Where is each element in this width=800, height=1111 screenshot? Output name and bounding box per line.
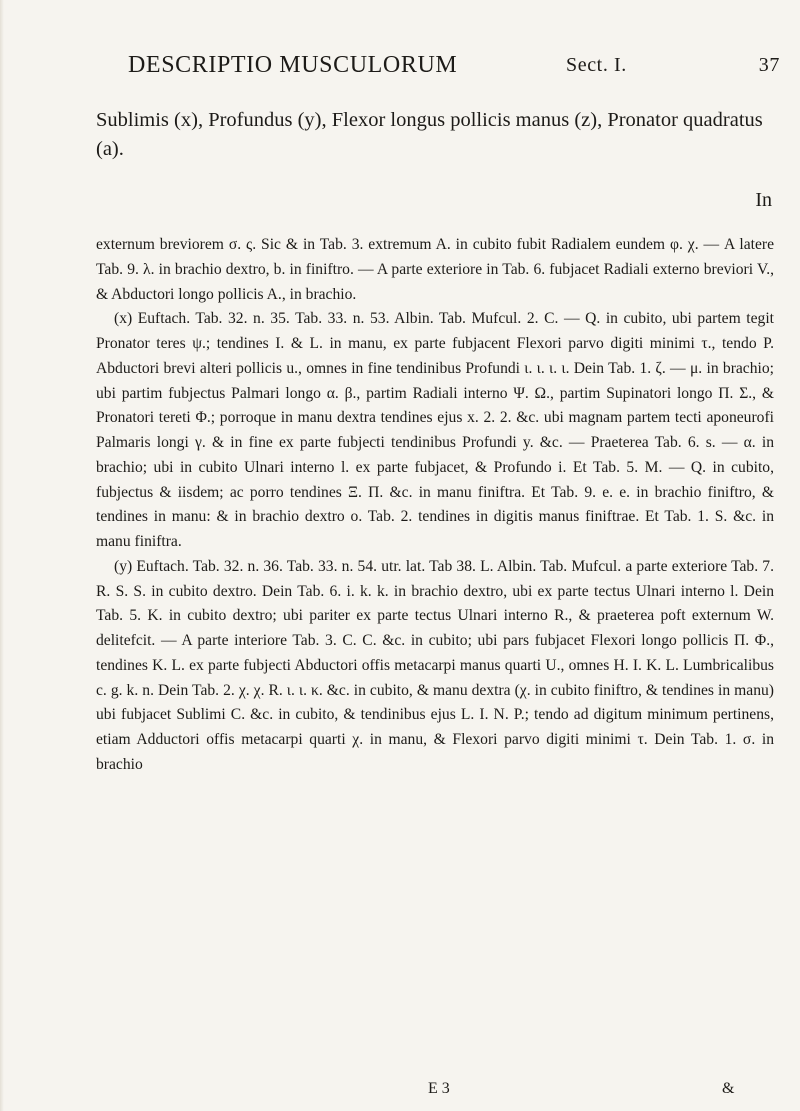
catch-in-word: In [755,189,772,211]
lead-line: Sublimis (x), Profundus (y), Flexor longus pollicis manus (z), Pronator quadratus (a). [96,109,763,160]
paragraph: externum breviorem σ. ς. Sic & in Tab. 3. extremum A. in cubito fubit Radialem eundem φ. χ. — A latere Tab. 9. λ. in brachio dextro, b. in finiftro. — A parte exteriore in Tab. 6. fubjacet Radiali externo breviori V., & Abductori longo pollicis A., in brachio. [96,236,774,303]
paragraph: (x) Euftach. Tab. 32. n. 35. Tab. 33. n. 53. Albin. Tab. Mufcul. 2. C. — Q. in cubito, ubi partem tegit Pronator teres ψ.; tendines I. & L. in manu, ex parte fubjacent Flexori parvo digiti minimi τ., tendo P. Abductori brevi alteri pollicis u., omnes in fine tendinibus Profundi ι. ι. ι. ι. Dein Tab. 1. ζ. — μ. in brachio; ubi partim fubjectus Palmari longo α. β., partim Radiali interno Ψ. Ω., partim Supinatori longo Π. Σ., & Pronatori tereti Φ.; porroque in manu dextra tendines ejus x. 2. 2. &c. ubi magnam partem tecti aponeurofi Palmaris longi γ. & in fine ex parte fubjecti tendinibus Profundi y. &c. — Praeterea Tab. 6. s. — α. in brachio; ubi in cubito Ulnari interno l. ex parte fubjacet, & Profundo i. Et Tab. 5. M. — Q. in cubito, fubjectus & iisdem; ac porro tendines Ξ. Π. &c. in manu finiftra. Et Tab. 9. e. e. in brachio finiftro, & tendines in manu: & in brachio dextro o. Tab. 2. tendines in digitis manus finiftrae. Et Tab. 1. S. &c. in manu finiftra. [96,310,774,550]
page-number: 37 [758,54,780,76]
signature-mark: E 3 [428,1080,450,1097]
body-text [96,233,774,778]
catchword: & [722,1080,735,1097]
page-gutter-shadow [0,0,4,1111]
paragraph: (y) Euftach. Tab. 32. n. 36. Tab. 33. n. 54. utr. lat. Tab 38. L. Albin. Tab. Mufcul. a parte exteriore Tab. 7. R. S. S. in cubito dextro. Dein Tab. 6. i. k. k. in brachio dextro, ubi ex parte tectus Ulnari interno l. Dein Tab. 5. K. in cubito dextro; ubi pariter ex parte tectus Ulnari interno R., & praeterea poft externum W. delitefcit. — A parte interiore Tab. 3. C. C. &c. in cubito; ubi pars fubjacet Flexori longo pollicis Π. Φ., tendines K. L. ex parte fubjecti Abductori offis metacarpi manus quarti U., omnes H. I. K. L. Lumbricalibus c. g. k. n. Dein Tab. 2. χ. χ. R. ι. ι. κ. &c. in cubito, & manu dextra (χ. in cubito finiftro, & tendines in manu) ubi fubjacet Sublimi C. &c. in cubito, & tendinibus ejus L. I. N. P.; tendo ad digitum minimum pertinens, etiam Adductori offis metacarpi quarti χ. in manu, & Flexori parvo digiti minimi τ. Dein Tab. 1. σ. in brachio [96,557,774,773]
running-title: DESCRIPTIO MUSCULORUM [128,52,458,78]
section-label: Sect. I. [566,54,627,76]
